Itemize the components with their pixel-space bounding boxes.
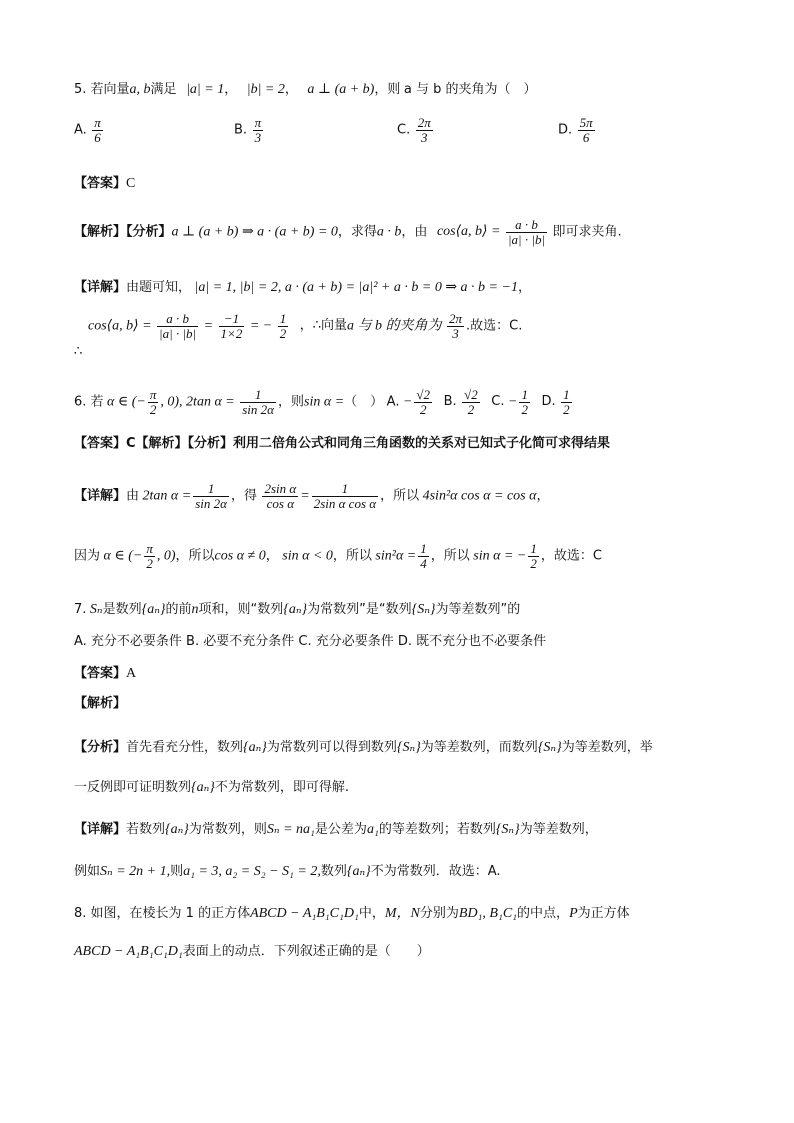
q6-because: 因为 α ∈ (− $\frac{\pi}{2}$ , 0)，所以cos α ≠ 0， sin α < 0，所以 sin²α = $\frac{1}{4}$ ，所以 sin α = − $\frac{1}{2}$ ，故选：C bbox=[74, 541, 602, 571]
q5-stem: 5. 若向量a, b满足 |a| = 1， |b| = 2， a ⊥ (a + b)，则 a 与 b 的夹角为（ ） bbox=[74, 82, 537, 97]
q6-option-c: C. bbox=[491, 394, 505, 410]
q5-option-c: C. $\frac{2\pi}{3}$ bbox=[397, 115, 431, 145]
q5-cond3: a ⊥ (a + b) bbox=[307, 82, 375, 97]
q5-option-a: A. $\frac{\pi}{6}$ bbox=[74, 115, 101, 145]
q5-detail-cos: cos⟨a, b⟩ = $\frac{a \cdot b}{|a| \cdot |b|}$ = $\frac{-1}{1\times 2}$ = − $\frac{1}{2}$ ，∴向量a 与 b 的夹角为 $\frac{2\pi}{3}$ .故选：C. bbox=[88, 311, 523, 341]
q7-fenxi-cont: 一反例即可证明数列{aₙ}不为常数列，即可得解. bbox=[74, 780, 350, 795]
q7-fenxi: 【分析】首先看充分性，数列{aₙ}为常数列可以得到数列{Sₙ}为等差数列，而数列{Sₙ}为等差数列，举 bbox=[74, 740, 653, 755]
q5-vectors: a, b bbox=[129, 82, 151, 97]
q7-answer: 【答案】A bbox=[74, 666, 137, 681]
q5-cond2: |b| = 2 bbox=[246, 82, 285, 97]
q5-tail: a 与 b 的夹角为（ ） bbox=[403, 82, 537, 97]
therefore-symbol: ∴ bbox=[74, 344, 83, 359]
q7-detail: 【详解】若数列{aₙ}为常数列，则Sₙ = na₁是公差为a₁的等差数列；若数列{Sₙ}为等差数列， bbox=[74, 822, 598, 837]
q5-analysis: 【解析】【分析】a ⊥ (a + b) ⇒ a · (a + b) = 0，求得a · b，由 cos⟨a, b⟩ = $\frac{a \cdot b}{|a| \cdot |b|}$ 即可求夹角. bbox=[74, 217, 622, 247]
q8-line1: 8. 如图，在棱长为 1 的正方体ABCD − A₁B₁C₁D₁中，M，N分别为BD₁, B₁C₁的中点，P为正方体 bbox=[74, 906, 630, 921]
q6-option-a: A. bbox=[386, 394, 400, 410]
q7-example: 例如Sₙ = 2n + 1,则a₁ = 3, a₂ = S₂ − S₁ = 2,数列{aₙ}不为常数列．故选：A. bbox=[74, 864, 501, 879]
q6-stem: 6. 若 α ∈ (− $\frac{\pi}{2}$ , 0), 2tan α = $\frac{1}{\sin 2\alpha}$ ，则sin α =（ ） A. − $\frac{√2}{2}$ B. $\frac{√2}{2}$ C. − $\frac{1}{2}$ D. $\frac{1}{2}$ bbox=[74, 387, 570, 417]
q5-prefix: 5. 若向量 bbox=[74, 82, 130, 97]
q5-option-b: B. $\frac{\pi}{3}$ bbox=[234, 115, 262, 145]
q6-detail: 【详解】由 2tan α = $\frac{1}{\sin 2\alpha}$ ，得 $\frac{\text{2sin α}}{\text{cos α}}$ = $\frac{1}{\text{2sin α cos α}}$ ，所以 4sin²α cos α = cos α， bbox=[74, 481, 550, 511]
q7-stem: 7. Sₙ是数列{aₙ}的前n项和，则“数列{aₙ}为常数列”是“数列{Sₙ}为等差数列”的 bbox=[74, 602, 521, 617]
q7-analysis-label: 【解析】 bbox=[74, 696, 127, 711]
q5-option-d: D. $\frac{5\pi}{6}$ bbox=[558, 115, 593, 145]
q6-option-b: B. bbox=[443, 394, 457, 410]
q5-mid1: 满足 bbox=[150, 82, 177, 97]
q6-answer-line: 【答案】C【解析】【分析】利用二倍角公式和同角三角函数的关系对已知式子化简可求得结果 bbox=[74, 436, 611, 451]
q8-line2: ABCD − A₁B₁C₁D₁表面上的动点．下列叙述正确的是（ ） bbox=[74, 944, 430, 959]
q5-mid2: ，则 bbox=[374, 82, 401, 97]
q6-option-d: D. bbox=[541, 394, 556, 410]
q5-answer: 【答案】C bbox=[74, 176, 136, 191]
q5-detail: 【详解】由题可知， |a| = 1, |b| = 2, a · (a + b) = |a|² + a · b = 0 ⇒ a · b = −1， bbox=[74, 280, 531, 295]
q5-cond1: |a| = 1 bbox=[186, 82, 225, 97]
q7-options: A. 充分不必要条件 B. 必要不充分条件 C. 充分必要条件 D. 既不充分也不必要条件 bbox=[74, 634, 547, 649]
